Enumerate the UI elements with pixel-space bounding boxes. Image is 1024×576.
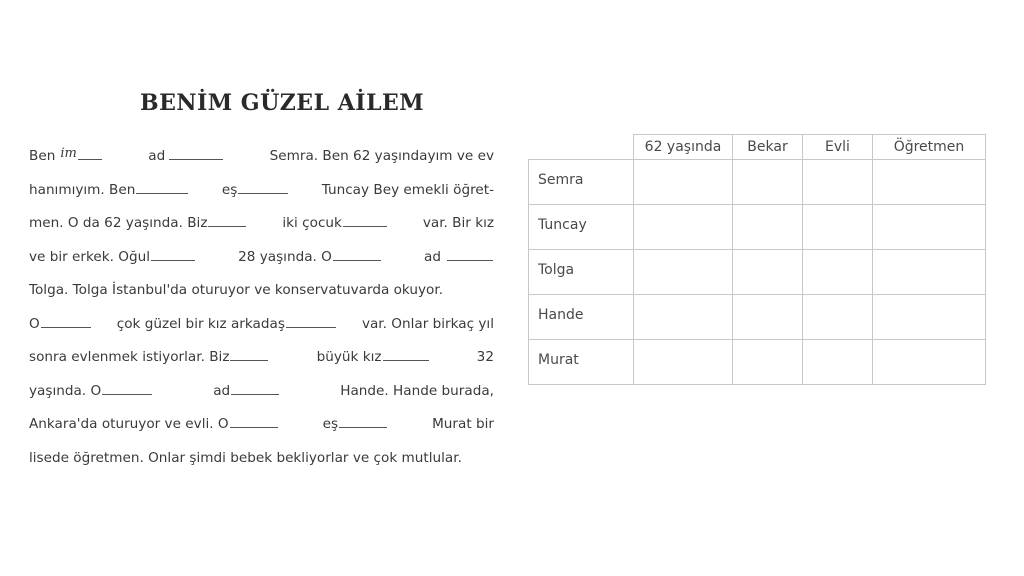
passage-line-9 [29, 408, 494, 442]
blank[interactable] [333, 259, 381, 261]
blank[interactable] [151, 259, 195, 261]
passage-text: Ben [29, 148, 56, 164]
passage-line-2 [29, 174, 494, 208]
passage-text: büyük kız [316, 349, 382, 365]
passage-text: Hande. Hande burada, [340, 382, 494, 399]
checkbox-cell[interactable] [634, 160, 733, 205]
checkbox-cell[interactable] [733, 295, 803, 340]
passage-text: 32 [476, 349, 494, 365]
passage-text: yaşında. O [29, 382, 102, 399]
passage-line-4 [29, 241, 494, 275]
blank[interactable] [383, 359, 429, 361]
blank[interactable] [78, 158, 102, 160]
checkbox-cell[interactable] [733, 205, 803, 250]
passage-line-1 [29, 140, 494, 174]
checkbox-cell[interactable] [803, 340, 873, 385]
passage-text: O [29, 315, 40, 332]
blank[interactable] [447, 259, 493, 261]
table-row [529, 340, 986, 385]
blank[interactable] [41, 326, 91, 328]
passage-text: iki çocuk [282, 215, 342, 231]
blank[interactable] [231, 393, 279, 395]
row-header: Hande [529, 295, 634, 340]
passage-text: var. Onlar birkaç yıl [361, 315, 494, 332]
column-header: 62 yaşında [634, 135, 733, 160]
passage-text: Murat bir [432, 416, 494, 432]
checkbox-cell[interactable] [873, 205, 986, 250]
passage-text: Semra. Ben 62 yaşındayım ve ev [269, 148, 494, 164]
passage-text: 28 yaşında. O [238, 248, 332, 265]
checkbox-cell[interactable] [634, 250, 733, 295]
passage-text: Tolga. Tolga İstanbul'da oturuyor ve konservatuvarda okuyor. [29, 282, 444, 298]
blank[interactable] [343, 225, 387, 227]
passage-text: Tuncay Bey emekli öğret- [321, 181, 494, 198]
passage-text: çok güzel bir kız arkadaş [116, 315, 285, 332]
family-info-table [528, 134, 986, 385]
blank[interactable] [238, 192, 288, 194]
blank[interactable] [286, 326, 336, 328]
passage-line-6 [29, 308, 494, 342]
passage-line-10 [29, 442, 494, 476]
reading-passage [29, 140, 494, 475]
table-row [529, 295, 986, 340]
passage-text: lisede öğretmen. Onlar şimdi bebek bekliyorlar ve çok mutlular. [29, 449, 462, 466]
checkbox-cell[interactable] [803, 160, 873, 205]
blank[interactable] [208, 225, 246, 227]
checkbox-cell[interactable] [873, 295, 986, 340]
passage-line-8 [29, 375, 494, 409]
column-header: Bekar [733, 135, 803, 160]
checkbox-cell[interactable] [634, 205, 733, 250]
passage-line-3 [29, 207, 494, 241]
passage-text: ad [148, 148, 166, 164]
passage-text: sonra evlenmek istiyorlar. Biz [29, 349, 230, 365]
passage-text: ve bir erkek. Oğul [29, 248, 150, 265]
row-header: Tuncay [529, 205, 634, 250]
checkbox-cell[interactable] [803, 250, 873, 295]
passage-text: var. Bir kız [422, 215, 494, 231]
table-row [529, 205, 986, 250]
blank[interactable] [230, 359, 268, 361]
blank[interactable] [102, 393, 152, 395]
handwritten-answer: im [60, 146, 77, 161]
checkbox-cell[interactable] [873, 340, 986, 385]
passage-line-5 [29, 274, 494, 308]
passage-text: ad [213, 382, 231, 399]
checkbox-cell[interactable] [733, 250, 803, 295]
row-header: Tolga [529, 250, 634, 295]
blank[interactable] [230, 426, 278, 428]
checkbox-cell[interactable] [803, 205, 873, 250]
table-corner-cell [529, 135, 634, 160]
column-header: Öğretmen [873, 135, 986, 160]
passage-text: eş [221, 181, 238, 198]
page-title: BENİM GÜZEL AİLEM [140, 90, 425, 116]
blank[interactable] [136, 192, 188, 194]
table-row [529, 250, 986, 295]
checkbox-cell[interactable] [873, 250, 986, 295]
table-header-row [529, 135, 986, 160]
checkbox-cell[interactable] [733, 340, 803, 385]
blank[interactable] [339, 426, 387, 428]
blank[interactable] [169, 158, 223, 160]
passage-text: Ankara'da oturuyor ve evli. O [29, 416, 229, 432]
passage-text: hanımıyım. Ben [29, 181, 136, 198]
checkbox-cell[interactable] [803, 295, 873, 340]
passage-text: ad [424, 248, 441, 265]
column-header: Evli [803, 135, 873, 160]
row-header: Semra [529, 160, 634, 205]
passage-text: eş [322, 416, 339, 432]
checkbox-cell[interactable] [733, 160, 803, 205]
table-row [529, 160, 986, 205]
checkbox-cell[interactable] [873, 160, 986, 205]
checkbox-cell[interactable] [634, 295, 733, 340]
passage-line-7 [29, 341, 494, 375]
checkbox-cell[interactable] [634, 340, 733, 385]
passage-text: men. O da 62 yaşında. Biz [29, 215, 208, 231]
row-header: Murat [529, 340, 634, 385]
